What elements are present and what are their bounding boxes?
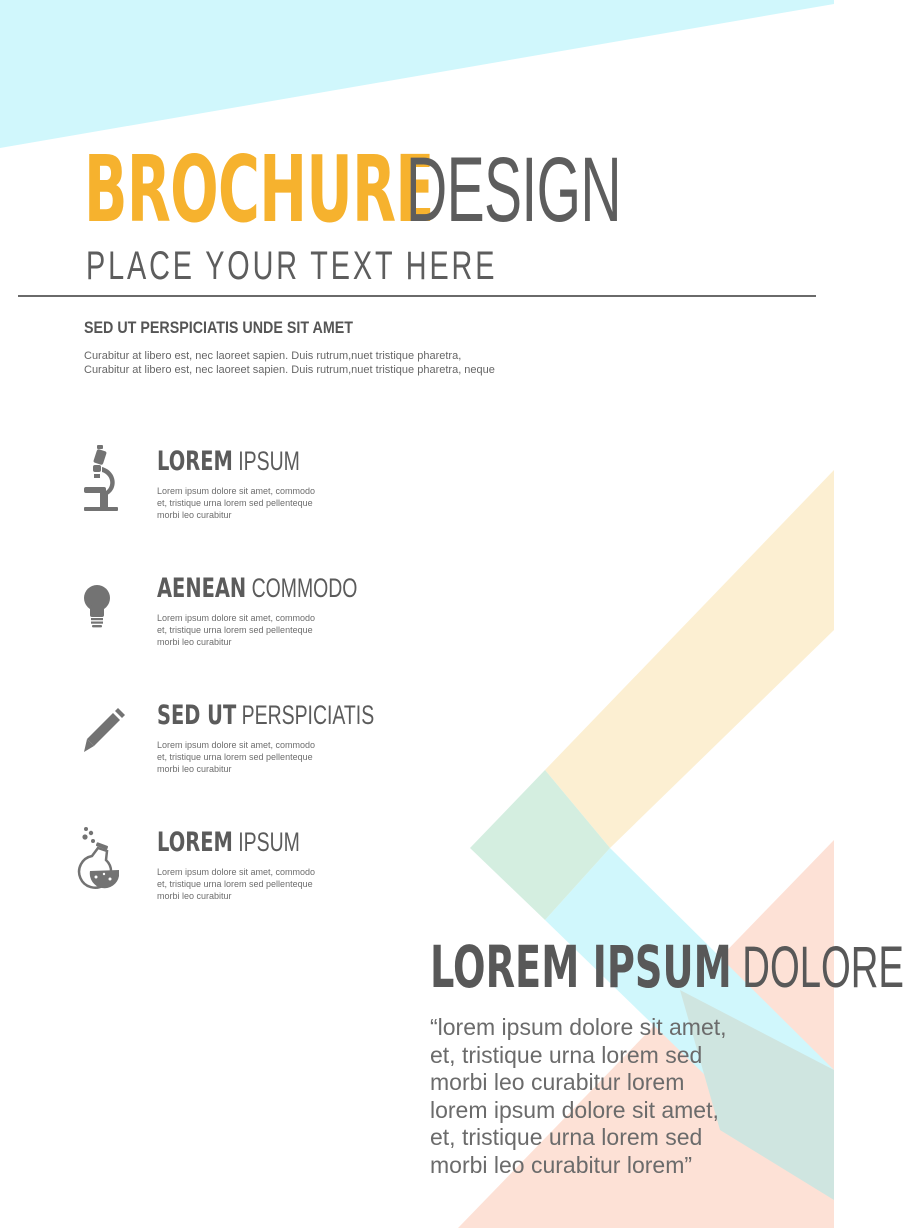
feature-heading: LOREM IPSUM [157, 446, 300, 477]
title-light-word: DESIGN [406, 139, 621, 241]
top-cyan-band [0, 0, 834, 148]
intro-heading: SED UT PERSPICIATIS UNDE SIT AMET [84, 318, 353, 337]
page-subtitle: PLACE YOUR TEXT HERE [86, 244, 498, 288]
feature-description: Lorem ipsum dolore sit amet, commodo et, tristique urna lorem sed pellenteque morbi leo curabitur [157, 740, 316, 774]
intro-line: Curabitur at libero est, nec laoreet sapien. Duis rutrum,nuet tristique pharetra, [84, 350, 462, 362]
feature-description: Lorem ipsum dolore sit amet, commodo et, tristique urna lorem sed pellenteque morbi leo curabitur [157, 867, 316, 901]
flask-icon [80, 826, 126, 896]
feature-heading: LOREM IPSUM [157, 827, 300, 858]
feature-item [80, 826, 380, 906]
title-bold-word: BROCHURE [84, 136, 434, 243]
microscope-icon [80, 445, 126, 515]
intro-body [84, 349, 495, 377]
feature-heading: SED UT PERSPICIATIS [157, 700, 375, 731]
feature-description: Lorem ipsum dolore sit amet, commodo et, tristique urna lorem sed pellenteque morbi leo curabitur [157, 613, 316, 647]
feature-heading: AENEAN COMMODO [157, 573, 358, 604]
divider [18, 295, 816, 297]
quote-text: “lorem ipsum dolore sit amet, et, tristique urna lorem sed morbi leo curabitur lorem lorem ipsum dolore sit amet, et, tristique urna lorem sed morbi leo curabitur lorem” [430, 1014, 727, 1178]
feature-item [80, 445, 380, 525]
lightbulb-icon [80, 572, 126, 642]
feature-item [80, 572, 380, 652]
feature-description: Lorem ipsum dolore sit amet, commodo et, tristique urna lorem sed pellenteque morbi leo curabitur [157, 486, 316, 520]
feature-item [80, 699, 380, 779]
intro-line: Curabitur at libero est, nec laoreet sapien. Duis rutrum,nuet tristique pharetra, neque [84, 364, 495, 376]
feature-block-heading: LOREM IPSUM DOLORE [430, 933, 904, 1001]
pencil-icon [80, 699, 126, 769]
yellow-diagonal-band [545, 470, 834, 848]
page-title [84, 136, 753, 243]
